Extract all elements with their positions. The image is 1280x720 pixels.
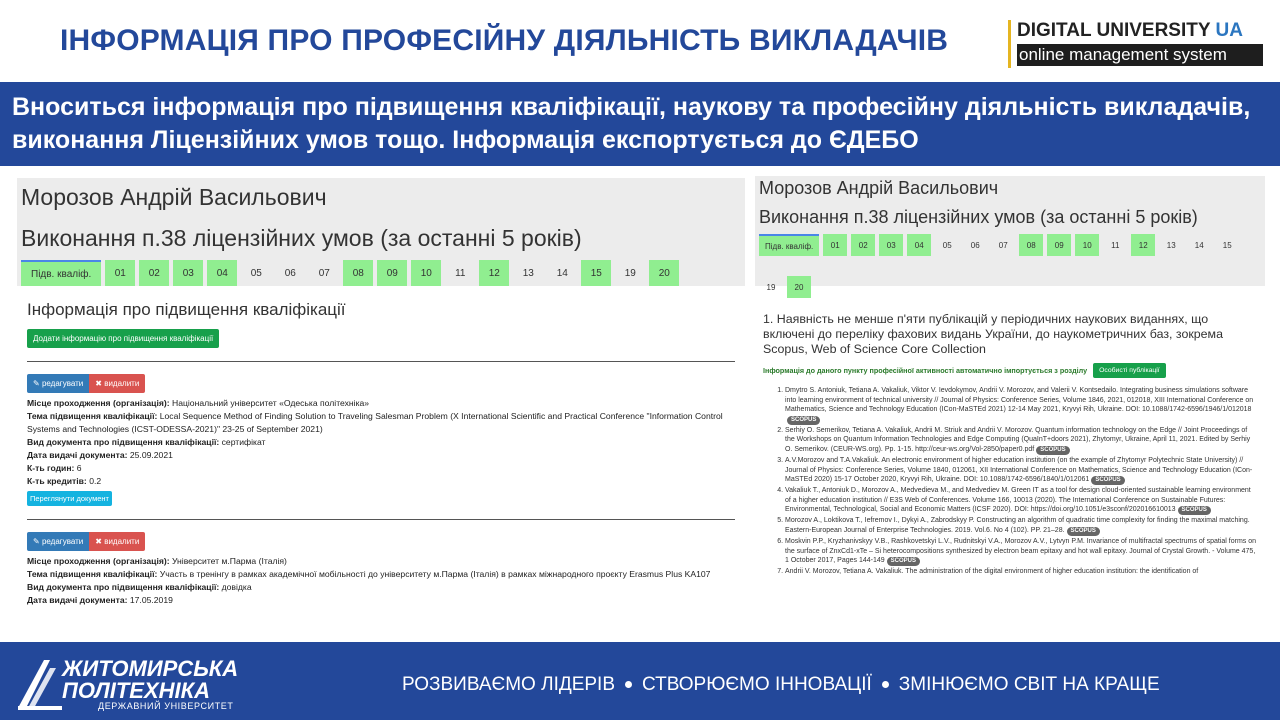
tab-item[interactable]: 20: [787, 276, 811, 298]
tab-item[interactable]: 08: [343, 260, 373, 286]
item-tabs: [759, 234, 1261, 258]
record-field: Тема підвищення кваліфікації: Участь в тренінгу в рамках академічної мобільності до університету м.Парма (Італія) в рамках міжнародного проєкту Erasmus Plus KA107: [27, 569, 711, 579]
record-field: К-ть годин: 6: [27, 463, 82, 473]
delete-button[interactable]: ✖ видалити: [89, 374, 145, 393]
tab-item[interactable]: 13: [1166, 240, 1176, 250]
tab-item[interactable]: 19: [766, 282, 776, 292]
tab-item[interactable]: 02: [139, 260, 169, 286]
requirement-title: 1. Наявність не менше п'яти публікацій у періодичних наукових виданнях, що включені до переліку фахових видань України, до наукометричних баз, зокрема Scopus, Web of Science Core Collection: [763, 312, 1223, 356]
tab-item[interactable]: 02: [851, 234, 875, 256]
scopus-badge: SCOPUS: [1091, 476, 1124, 485]
tab-item[interactable]: 10: [411, 260, 441, 286]
record-field: Вид документа про підвищення кваліфікації: довідка: [27, 582, 252, 592]
pencil-icon: ✎: [33, 537, 42, 546]
scopus-badge: SCOPUS: [787, 416, 820, 425]
item-tabs-row2: [759, 276, 1257, 300]
list-item: 4. Vakaliuk T., Antoniuk D., Morozov A., Medvedieva M., and Medvediev M. Green IT as a tool for design cloud-oriented sustainable learning environment of a higher education institution // E3S Web of Conferences. Volume 166, 10013 (2020). The International Conference on Sustainable Futures: Environmental, Technological, Social and Economic Matters (ICSF 2020). DOI: https://doi.org/10.1051/e3sconf/202016610013 SCOPUS: [785, 486, 1257, 515]
licensing-subtitle: Виконання п.38 ліцензійних умов (за останні 5 років): [759, 207, 1198, 227]
teacher-name: Морозов Андрій Васильович: [21, 184, 327, 210]
qualification-body: [17, 286, 745, 607]
divider: [27, 519, 735, 520]
description-banner: Вноситься інформація про підвищення кваліфікації, наукову та професійну діяльність викладачів, виконання Ліцензійних умов тощо. Інформація експортується до ЄДЕБО: [0, 82, 1280, 166]
tab-item[interactable]: 08: [1019, 234, 1043, 256]
record-field: К-ть кредитів: 0.2: [27, 476, 102, 486]
tab-item[interactable]: 05: [250, 267, 262, 279]
tab-item[interactable]: 12: [1131, 234, 1155, 256]
tab-item[interactable]: 09: [1047, 234, 1071, 256]
footer: [0, 642, 1280, 720]
bullet-dot: [882, 681, 889, 688]
add-qualification-button[interactable]: Додати інформацію про підвищення кваліфікації: [27, 329, 219, 348]
record-field: Дата видачі документа: 17.05.2019: [27, 595, 173, 605]
logo-line-2: ПОЛІТЕХНІКА: [62, 678, 211, 703]
pencil-icon: ✎: [33, 379, 42, 388]
qualification-screenshot: [17, 178, 745, 605]
close-icon: ✖: [95, 379, 105, 388]
list-item: 7. Andrii V. Morozov, Tetiana A. Vakaliuk. The administration of the digital environment of higher education institution: the identification of: [785, 567, 1257, 577]
tab-item[interactable]: 15: [581, 260, 611, 286]
view-document-button[interactable]: Переглянути документ: [27, 491, 112, 506]
record-field: Дата видачі документа: 25.09.2021: [27, 450, 173, 460]
publications-screenshot: [755, 176, 1265, 586]
scopus-badge: SCOPUS: [1067, 527, 1100, 536]
logo-line-1: ЖИТОМИРСЬКА: [62, 656, 239, 681]
tab-item[interactable]: 09: [377, 260, 407, 286]
licensing-subtitle: Виконання п.38 ліцензійних умов (за останні 5 років): [21, 225, 582, 251]
digital-university-logo: [1008, 20, 1264, 68]
qualification-record: [27, 374, 735, 506]
tab-qualification[interactable]: Підв. кваліф.: [21, 260, 101, 286]
list-item: 2. Serhiy O. Semerikov, Tetiana A. Vakaliuk, Andrii M. Striuk and Andrii V. Morozov. Quantum information technology on the Edge // Joint Proceedings of the Workshops on Quantum Information Technologies and Edge Computing (QuaInT+doors 2021), Zhytomyr, Ukraine, April 11, 2021. Edited by Serhiy O. Semerikov. (CEUR-WS.org). Pp. 1-15. http://ceur-ws.org/Vol-2850/paper0.pdf SCOPUS: [785, 426, 1257, 455]
edit-button[interactable]: ✎ редагувати: [27, 532, 89, 551]
publications-body: [755, 264, 1265, 577]
tab-item[interactable]: 03: [879, 234, 903, 256]
tab-item[interactable]: 04: [907, 234, 931, 256]
list-item: 3. A.V.Morozov and T.A.Vakaliuk. An electronic environment of higher education institution (on the example of Zhytomyr Polytechnic State University) // Journal of Physics: Conference Series, Volume 1840, 012061, XII International Conference on Mathematics, Science and Technology Education (ICon-MaSTEd 2020) 15-17 October 2020, Kryvyi Rih, Ukraine. DOI: 10.1088/1742-6596/1840/1/012061 SCOPUS: [785, 456, 1257, 485]
slogan: РОЗВИВАЄМО ЛІДЕРІВ СТВОРЮЄМО ІННОВАЦІЇ ЗМІНЮЄМО СВІТ НА КРАЩЕ: [402, 674, 1160, 695]
logo-subtext: online management system: [1017, 44, 1263, 66]
tab-item[interactable]: 12: [479, 260, 509, 286]
logo-line-3: ДЕРЖАВНИЙ УНІВЕРСИТЕТ: [98, 701, 234, 711]
close-icon: ✖: [95, 537, 105, 546]
record-field: Місце проходження (організація): Університет м.Парма (Італія): [27, 556, 287, 566]
tab-item[interactable]: 14: [1194, 240, 1204, 250]
record-field: Вид документа про підвищення кваліфікації: сертифікат: [27, 437, 266, 447]
tab-item[interactable]: 06: [970, 240, 980, 250]
panel-header: [17, 178, 745, 286]
teacher-name: Морозов Андрій Васильович: [759, 178, 999, 198]
tab-item[interactable]: 07: [998, 240, 1008, 250]
tab-item[interactable]: 20: [649, 260, 679, 286]
section-title: Інформація про підвищення кваліфікації: [27, 300, 346, 319]
tab-item[interactable]: 13: [522, 267, 534, 279]
publication-features-button[interactable]: Особисті публікації: [1093, 363, 1166, 378]
bullet-dot: [625, 681, 632, 688]
tab-item[interactable]: 14: [556, 267, 568, 279]
item-tabs: [21, 260, 741, 288]
slide-title: ІНФОРМАЦІЯ ПРО ПРОФЕСІЙНУ ДІЯЛЬНІСТЬ ВИКЛАДАЧІВ: [60, 24, 949, 57]
divider: [27, 361, 735, 362]
delete-button[interactable]: ✖ видалити: [89, 532, 145, 551]
list-item: 1. Dmytro S. Antoniuk, Tetiana A. Vakaliuk, Viktor V. Ievdokymov, Andrii V. Morozov, and Valerii V. Kontsedailo. Integrating business simulations software into learning environment of technical university // Journal of Physics: Conference Series, Volume 1846, 2021, 012018, XIII International Conference on Mathematics, Science and Technology Education (ICon-MaSTEd 2021) 12-14 May 2021, Kryvyi Rih, Ukraine. DOI: 10.1088/1742-6596/1946/1/012018SCOPUS: [785, 386, 1257, 425]
tab-item[interactable]: 11: [455, 267, 466, 279]
tab-item[interactable]: 01: [105, 260, 135, 286]
record-field: Тема підвищення кваліфікації: Local Sequence Method of Finding Solution to Traveling Salesman Problem (X International Scientific and Practical Conference "Information Control Systems and Technologies (ICST-ODESSA-2021)" 23-25 of September 2021): [27, 411, 723, 434]
tab-item[interactable]: 07: [318, 267, 330, 279]
tab-item[interactable]: 11: [1111, 240, 1120, 250]
tab-item[interactable]: 03: [173, 260, 203, 286]
tab-qualification[interactable]: Підв. кваліф.: [759, 234, 819, 256]
logo-text-main: DIGITAL UNIVERSITY: [1017, 20, 1211, 41]
zhytomyr-polytechnic-logo: [14, 650, 239, 714]
tab-item[interactable]: 10: [1075, 234, 1099, 256]
tab-item[interactable]: 04: [207, 260, 237, 286]
auto-import-note: Інформація до даного пункту професійної активності автоматично імпортується з розділу: [763, 366, 1088, 375]
edit-button[interactable]: ✎ редагувати: [27, 374, 89, 393]
qualification-record: [27, 532, 735, 607]
scopus-badge: SCOPUS: [1036, 446, 1069, 455]
logo-text-ua: UA: [1215, 20, 1243, 41]
list-item: 5. Morozov A., Loktikova T., Iefremov I., Dykyi A., Zabrodskyy P. Constructing an algorithm of quadratic time complexity for finding the maximal matching. Eastern-European Journal of Enterprise Technologies. 2019. Vol.6. No 4 (102). PP. 21–28. SCOPUS: [785, 516, 1257, 536]
list-item: 6. Moskvin P.P., Kryzhanivskyy V.B., Rashkovetskyi L.V., Rudnitskyi V.A., Morozov A.V., Lytvyn P.M. Invariance of multifractal spectrums of spatial forms on the surface of ZnxCd1-xTe – Si heterocompositions synthesized by electron beam epitaxy and hot wall epitaxy. Journal of Crystal Growth. - Volume 475, 1 October 2017, Pages 144-149 SCOPUS: [785, 537, 1257, 566]
record-field: Місце проходження (організація): Національний університет «Одеська політехніка»: [27, 398, 370, 408]
tab-item[interactable]: 15: [1222, 240, 1232, 250]
scopus-badge: SCOPUS: [887, 557, 920, 566]
polytechnic-emblem-icon: [14, 650, 62, 714]
tab-item[interactable]: 19: [624, 267, 636, 279]
tab-item[interactable]: 05: [942, 240, 952, 250]
tab-item[interactable]: 06: [284, 267, 296, 279]
tab-item[interactable]: 01: [823, 234, 847, 256]
publications-list: [763, 386, 1257, 577]
scopus-badge: SCOPUS: [1178, 506, 1211, 515]
